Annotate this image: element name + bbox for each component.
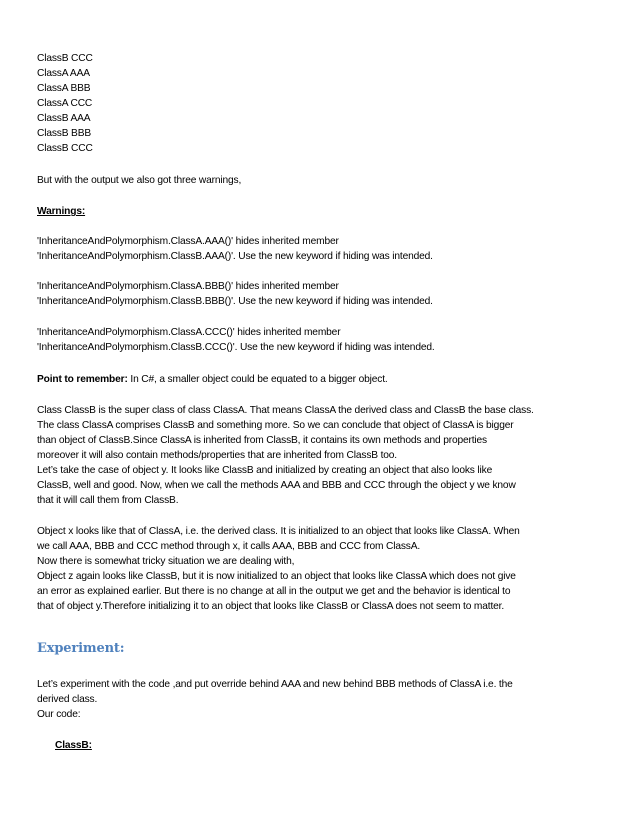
paragraph-line: The class ClassA comprises ClassB and something more. So we can conclude that object of ClassA is bigger bbox=[37, 420, 514, 431]
warning-line: 'InheritanceAndPolymorphism.ClassB.AAA()'. Use the new keyword if hiding was intended. bbox=[37, 251, 433, 262]
warnings-label: Warnings: bbox=[37, 206, 86, 217]
output-line: ClassB BBB bbox=[37, 128, 91, 139]
paragraph-line: derived class. bbox=[37, 694, 98, 705]
paragraph-line: an error as explained earlier. But there is no change at all in the output we get and the behavior is identical to bbox=[37, 586, 511, 597]
point-label: Point to remember: bbox=[37, 374, 128, 385]
warning-line: 'InheritanceAndPolymorphism.ClassA.CCC()' hides inherited member bbox=[37, 327, 341, 338]
paragraph-line: Our code: bbox=[37, 709, 81, 720]
warning-line: 'InheritanceAndPolymorphism.ClassB.CCC()'. Use the new keyword if hiding was intended. bbox=[37, 342, 435, 353]
output-line: ClassA CCC bbox=[37, 98, 93, 109]
paragraph-line: Object z again looks like ClassB, but it is now initialized to an object that looks like ClassA which does not give bbox=[37, 571, 516, 582]
paragraph-line: Let’s take the case of object y. It looks like ClassB and initialized by creating an object that also looks like bbox=[37, 465, 493, 476]
warning-line: 'InheritanceAndPolymorphism.ClassB.BBB()'. Use the new keyword if hiding was intended. bbox=[37, 296, 433, 307]
paragraph-line: Let’s experiment with the code ,and put override behind AAA and new behind BBB methods of ClassA i.e. the bbox=[37, 679, 513, 690]
paragraph-line: than object of ClassB.Since ClassA is inherited from ClassB, it contains its own methods and properties bbox=[37, 435, 488, 446]
paragraph-line: that of object y.Therefore initializing it to an object that looks like ClassB or ClassA does not seem to matter. bbox=[37, 601, 505, 612]
paragraph-line: Class ClassB is the super class of class ClassA. That means ClassA the derived class and ClassB the base class. bbox=[37, 405, 534, 416]
classb-label: ClassB: bbox=[55, 740, 92, 751]
paragraph-line: that it will call them from ClassB. bbox=[37, 495, 179, 506]
experiment-heading: Experiment: bbox=[37, 641, 125, 656]
paragraph-line: Object x looks like that of ClassA, i.e. the derived class. It is initialized to an object that looks like ClassA. When bbox=[37, 526, 520, 537]
output-line: ClassB CCC bbox=[37, 53, 93, 64]
output-line: ClassB CCC bbox=[37, 143, 93, 154]
paragraph-line: Now there is somewhat tricky situation we are dealing with, bbox=[37, 556, 295, 567]
warning-line: 'InheritanceAndPolymorphism.ClassA.AAA()' hides inherited member bbox=[37, 236, 339, 247]
paragraph-line: moreover it will also contain methods/properties that are inherited from ClassB too. bbox=[37, 450, 397, 461]
point-text: In C#, a smaller object could be equated to a bigger object. bbox=[127, 374, 388, 385]
output-line: ClassA AAA bbox=[37, 68, 90, 79]
warning-line: 'InheritanceAndPolymorphism.ClassA.BBB()' hides inherited member bbox=[37, 281, 339, 292]
output-line: ClassB AAA bbox=[37, 113, 91, 124]
output-line: ClassA BBB bbox=[37, 83, 91, 94]
warnings-intro: But with the output we also got three warnings, bbox=[37, 175, 242, 186]
paragraph-line: we call AAA, BBB and CCC method through x, it calls AAA, BBB and CCC from ClassA. bbox=[37, 541, 421, 552]
point-to-remember bbox=[37, 372, 388, 387]
paragraph-line: ClassB, well and good. Now, when we call the methods AAA and BBB and CCC through the object y we know bbox=[37, 480, 516, 491]
